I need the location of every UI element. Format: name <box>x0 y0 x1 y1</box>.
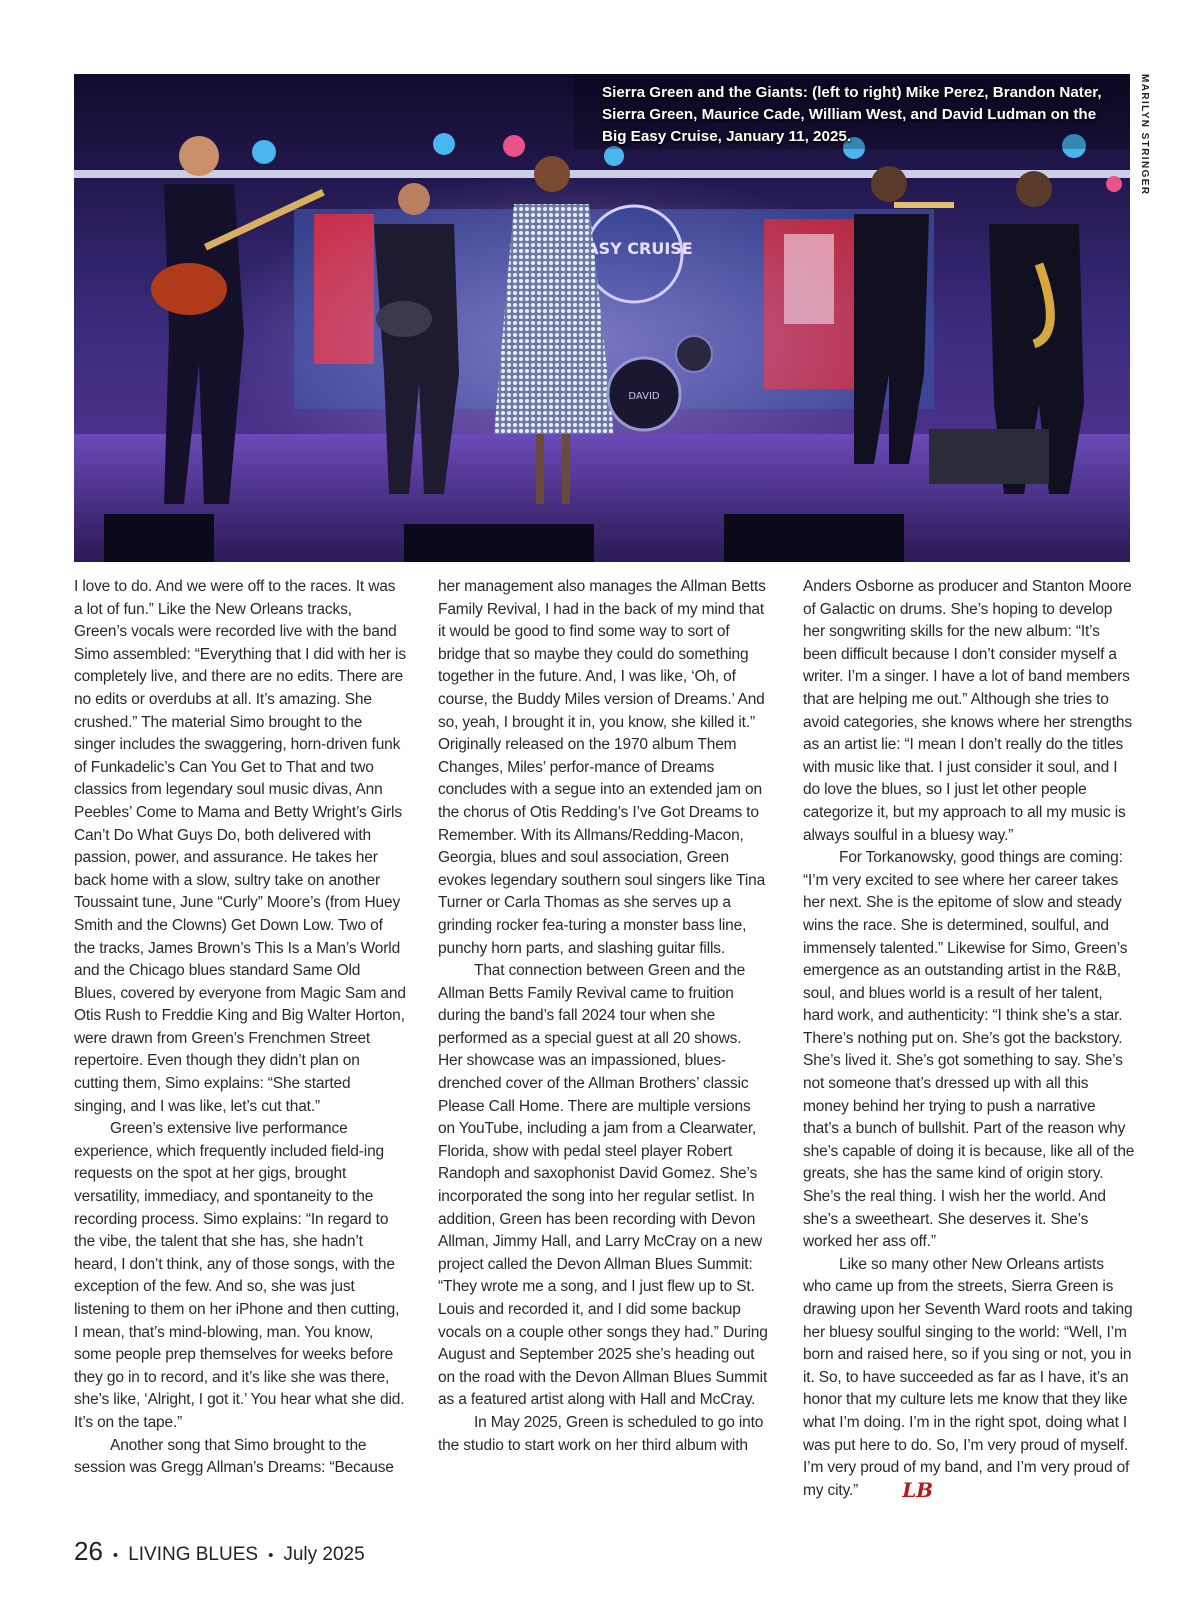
paragraph: I love to do. And we were off to the races. It was a lot of fun.” Like the New Orleans tracks, Green’s vocals were recorded live with the band Simo assembled: “Everything that I did with her is completely live, and there are no edits. There are no edits or overdubs at all. It’s amazing. She crushed.” The material Simo brought to the singer includes the swaggering, horn-driven funk of Funkadelic’s Can You Get to That and two classics from legendary soul music divas, Ann Peebles’ Come to Mama and Betty Wright’s Girls Can’t Do What Guys Do, both delivered with passion, power, and assurance. He takes her back home with a slow, sultry take on another Toussaint tune, June “Curly” Moore’s (from Huey Smith and the Clowns) Get Down Low. Two of the tracks, James Brown’s This Is a Man’s World and the Chicago blues standard Same Old Blues, covered by everyone from Magic Sam and Otis Rush to Freddie King and Big Walter Horton, were drawn from Green’s Frenchmen Street repertoire. Even though they didn’t plan on cutting them, Simo explains: “She started singing, and I was like, let’s cut that.” <box>74 578 406 1115</box>
magazine-name: LIVING BLUES <box>128 1544 259 1565</box>
paragraph: For Torkanowsky, good things are coming: “I’m very excited to see where her career takes her next. She is the epitome of slow and steady wins the race. She is determined, soulful, and immensely talented.” Likewise for Simo, Green’s emergence as an outstanding artist in the R&B, soul, and blues world is a result of her talent, hard work, and authenticity: “I think she’s a star. There’s nothing put on. She’s got the backstory. She’s lived it. She’s got something to say. She’s not someone that’s dressed up with all this money behind her trying to push a narrative that’s a bunch of bullshit. Part of the reason why she’s capable of doing it is because, like all of the greats, she has the same kind of origin story. She’s the real thing. I wish her the world. And she’s a sweetheart. She deserves it. She’s worked her ass off.” <box>803 849 1135 1251</box>
paragraph: Another song that Simo brought to the session was Gregg Allman’s Dreams: “Because <box>74 1436 394 1477</box>
separator: • <box>268 1547 274 1564</box>
page-number: 26 <box>74 1536 103 1566</box>
paragraph: her management also manages the Allman Betts Family Revival, I had in the back of my mind that it would be good to find some way to sort of bridge that so maybe they could do something together in the future. And, I was like, ‘Oh, of course, the Buddy Miles version of Dreams.’ And so, yeah, I brought it in, you know, she killed it.” Originally released on the 1970 album Them Changes, Miles’ perfor-mance of Dreams concludes with a segue into an extended jam on the chorus of Otis Redding’s I’ve Got Dreams to Remember. With its Allmans/Redding-Macon, Georgia, blues and soul association, Green evokes legendary southern soul singers like Tina Turner or Carla Thomas as she serves up a grinding rocker fea-turing a monster bass line, punchy horn parts, and slashing guitar fills. <box>438 578 766 957</box>
separator: • <box>112 1547 119 1564</box>
paragraph: In May 2025, Green is scheduled to go into the studio to start work on her third album with <box>438 1413 764 1454</box>
paragraph: Anders Osborne as producer and Stanton Moore of Galactic on drums. She’s hoping to develop her songwriting skills for the new album: “It’s been difficult because I don’t consider myself a writer. I’m a singer. I have a lot of band members that are helping me out.” Although she tries to avoid categories, she knows where her strengths as an artist lie: “I mean I don’t really do the titles with music like that. I just consider it soul, and I do love the blues, so I just let other people categorize it, but my approach to all my music is always soulful in a bluesy way.” <box>803 578 1132 844</box>
photo-credit: MARILYN STRINGER <box>1139 74 1150 196</box>
photo-caption: Sierra Green and the Giants: (left to right) Mike Perez, Brandon Nater, Sierra Green, Maurice Cade, William West, and David Ludman on the Big Easy Cruise, January 11, 2025. <box>602 84 1102 145</box>
paragraph <box>803 1254 1135 1503</box>
text-column-2 <box>438 576 770 1457</box>
text-column-3 <box>803 576 1135 1502</box>
paragraph-text: Like so many other New Orleans artists who came up from the streets, Sierra Green is drawing upon her Seventh Ward roots and taking her bluesy soulful singing to the world: “Well, I’m born and raised here, so if you sing or not, you in it. So, to have succeeded as far as I have, it’s an honor that my culture lets me know that they like what I’m doing. I’m in the right spot, doing what I was put here to do. So, I’m very proud of myself. I’m very proud of my band, and I’m very proud of my city.” <box>803 1255 1133 1499</box>
paragraph: That connection between Green and the Allman Betts Family Revival came to fruition during the band’s fall 2024 tour when she performed as a special guest at all 20 shows. Her showcase was an impassioned, blues-drenched cover of the Allman Brothers’ classic Please Call Home. There are multiple versions on YouTube, including a jam from a Clearwater, Florida, show with pedal steel player Robert Randoph and saxophonist David Gomez. She’s incorporated the song into her regular setlist. In addition, Green has been recording with Devon Allman, Jimmy Hall, and Larry McCray on a new project called the Devon Allman Blues Summit: “They wrote me a song, and I just flew up to St. Louis and recorded it, and I did some backup vocals on a couple other songs they had.” During August and September 2025 she’s heading out on the road with the Devon Allman Blues Summit as a featured artist along with Hall and McCray. <box>438 962 768 1409</box>
issue-date: July 2025 <box>283 1544 365 1565</box>
paragraph: Green’s extensive live performance experience, which frequently included field-ing requests on the spot at her gigs, brought versatility, immediacy, and spontaneity to the recording process. Simo explains: “In regard to the vibe, the talent that she has, she hadn’t heard, I don’t think, any of those songs, with the exception of the few. And so, she was just listening to them on her iPhone and then cutting, I mean, that’s mind-blowing, man. You know, some people prep themselves for weeks before they go in to record, and it’s like she was there, she’s like, ‘Alright, I got it.’ You hear what she did. It’s on the tape.” <box>74 1120 405 1431</box>
page-footer <box>74 1536 365 1567</box>
text-column-1 <box>74 576 406 1480</box>
drum-logo: DAVID <box>628 391 660 402</box>
living-blues-endmark-logo: LB <box>902 1477 933 1502</box>
band-photo <box>74 74 1130 562</box>
